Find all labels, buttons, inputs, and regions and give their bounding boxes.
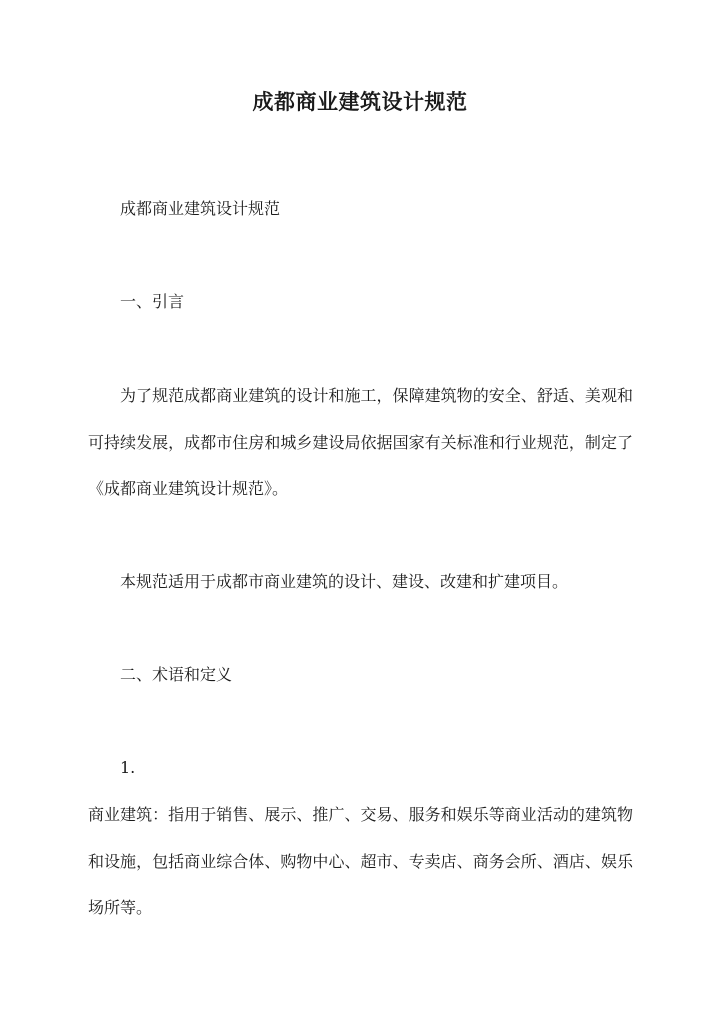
section-heading-intro: 一、引言 — [120, 292, 185, 311]
document-subtitle: 成都商业建筑设计规范 — [120, 199, 281, 218]
list-item-number: 1. — [120, 758, 136, 777]
definition-paragraph: 商业建筑：指用于销售、展示、推广、交易、服务和娱乐等商业活动的建筑物和设施，包括商业综合体、购物中心、超市、专卖店、商务会所、酒店、娱乐场所等。 — [88, 805, 633, 917]
scope-paragraph: 本规范适用于成都市商业建筑的设计、建设、改建和扩建项目。 — [120, 572, 569, 591]
section-heading-terms: 二、术语和定义 — [120, 665, 233, 684]
intro-paragraph: 为了规范成都商业建筑的设计和施工，保障建筑物的安全、舒适、美观和可持续发展，成都市住房和城乡建设局依据国家有关标准和行业规范，制定了《成都商业建筑设计规范》。 — [88, 386, 633, 498]
document-title: 成都商业建筑设计规范 — [252, 89, 468, 114]
